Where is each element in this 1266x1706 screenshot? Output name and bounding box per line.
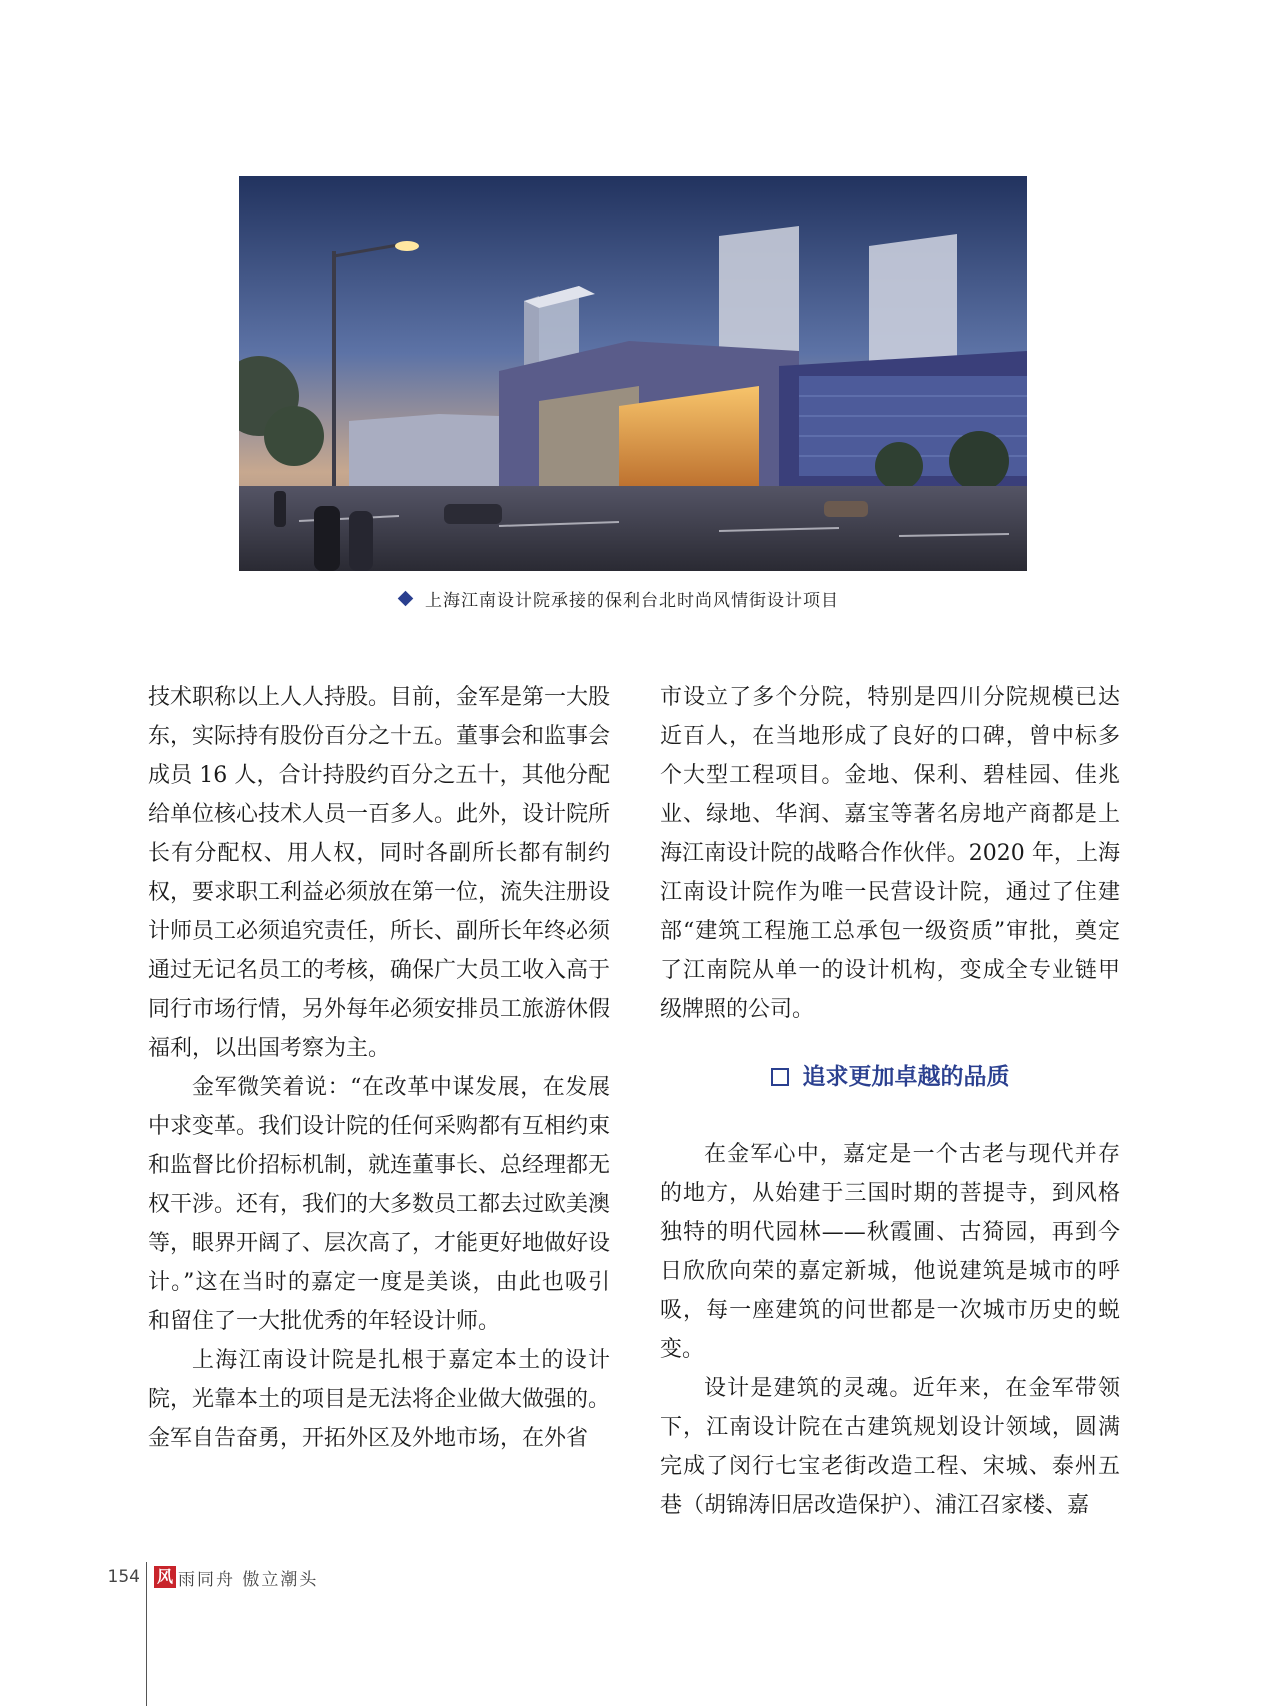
square-bullet-icon: [771, 1068, 789, 1086]
page-number: 154: [107, 1567, 140, 1587]
right-paragraph-3: 设计是建筑的灵魂。近年来，在金军带领下，江南设计院在古建筑规划设计领域，圆满完成了闵行七宝老街改造工程、宋城、泰州五巷（胡锦涛旧居改造保护）、浦江召家楼、嘉: [660, 1376, 1120, 1518]
page-footer: [100, 1562, 318, 1592]
figure-caption: [400, 584, 1000, 612]
section-heading: [660, 1057, 1120, 1097]
right-column: [660, 678, 1120, 1525]
section-title: 追求更加卓越的品质: [802, 1063, 1010, 1090]
diamond-bullet-icon: [398, 590, 414, 606]
footer-divider: [146, 1562, 147, 1706]
left-paragraph-1: 技术职称以上人人持股。目前，金军是第一大股东，实际持有股份百分之十五。董事会和监事会成员 16 人，合计持股约百分之五十，其他分配给单位核心技术人员一百多人。此外，设计院所长有分配权、用人权，同时各副所长都有制约权，要求职工利益必须放在第一位，流失注册设计师员工必须追究责任，所长、副所长年终必须通过无记名员工的考核，确保广大员工收入高于同行市场行情，另外每年必须安排员工旅游休假福利，以出国考察为主。: [148, 685, 611, 1061]
right-paragraph-2: 在金军心中，嘉定是一个古老与现代并存的地方，从始建于三国时期的菩提寺，到风格独特的明代园林——秋霞圃、古猗园，再到今日欣欣向荣的嘉定新城，他说建筑是城市的呼吸，每一座建筑的问世都是一次城市历史的蜕变。: [660, 1142, 1120, 1362]
right-paragraph-1: 市设立了多个分院，特别是四川分院规模已达近百人，在当地形成了良好的口碑，曾中标多个大型工程项目。金地、保利、碧桂园、佳兆业、绿地、华润、嘉宝等著名房地产商都是上海江南设计院的战略合作伙伴。2020 年，上海江南设计院作为唯一民营设计院，通过了住建部“建筑工程施工总承包一级资质”审批，奠定了江南院从单一的设计机构，变成全专业链甲级牌照的公司。: [660, 685, 1120, 1022]
building-rendering-image: [239, 176, 1027, 571]
footer-logo-char: 风: [154, 1566, 176, 1588]
left-column: [148, 678, 610, 1458]
left-paragraph-2: 金军微笑着说：“在改革中谋发展，在发展中求变革。我们设计院的任何采购都有互相约束和监督比价招标机制，就连董事长、总经理都无权干涉。还有，我们的大多数员工都去过欧美澳等，眼界开阔了、层次高了，才能更好地做好设计。”这在当时的嘉定一度是美谈，由此也吸引和留住了一大批优秀的年轻设计师。: [148, 1075, 611, 1334]
left-paragraph-3: 上海江南设计院是扎根于嘉定本土的设计院，光靠本土的项目是无法将企业做大做强的。金军自告奋勇，开拓外区及外地市场，在外省: [148, 1348, 611, 1451]
caption-text: 上海江南设计院承接的保利台北时尚风情街设计项目: [425, 590, 839, 611]
footer-tagline: 雨同舟 傲立潮头: [178, 1569, 319, 1590]
architecture-photo: [239, 176, 1027, 571]
